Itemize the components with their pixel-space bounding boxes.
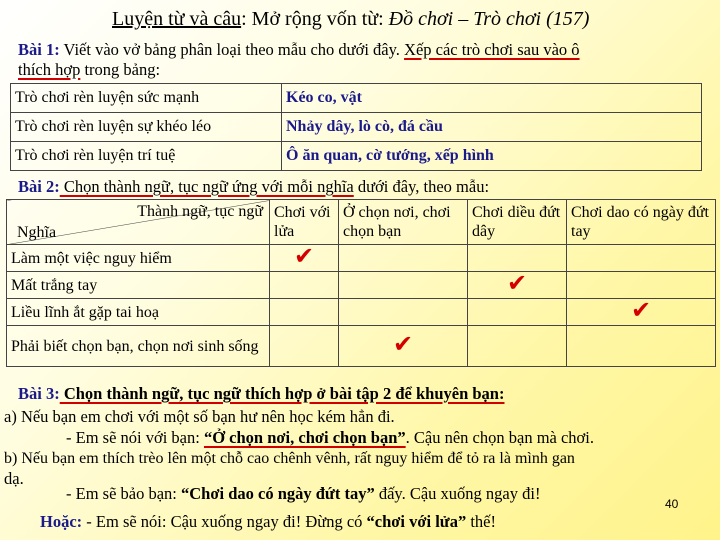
check-mark-icon: ✔ bbox=[293, 242, 315, 270]
bai2-header-top: Thành ngữ, tục ngữ bbox=[137, 203, 263, 220]
bai2-text-a: Chọn thành ngữ, tục ngữ ứng với mỗi nghĩa bbox=[59, 177, 354, 196]
bai3-b-answer bbox=[66, 484, 540, 504]
bai2-col-1: Ở chọn nơi, chơi chọn bạn bbox=[339, 200, 468, 245]
page-title bbox=[112, 8, 589, 31]
bai3-a-answer-post: . Cậu nên chọn bạn mà chơi. bbox=[405, 428, 594, 447]
bai2-cell bbox=[468, 326, 567, 367]
bai2-cell bbox=[567, 272, 716, 299]
bai2-cell bbox=[270, 242, 339, 272]
bai1-text-a: Viết vào vở bảng phân loại theo mẫu cho dưới đây. bbox=[59, 40, 405, 59]
bai2-cell bbox=[270, 272, 339, 299]
table-row bbox=[7, 272, 716, 299]
bai2-cell bbox=[339, 299, 468, 326]
bai2-cell bbox=[270, 326, 339, 367]
bai3-hoac-bold: “chơi với lửa” bbox=[366, 512, 467, 531]
table-row bbox=[11, 113, 702, 142]
bai1-line-1 bbox=[18, 40, 580, 60]
bai2-header-bottom: Nghĩa bbox=[17, 224, 57, 241]
table-row bbox=[7, 299, 716, 326]
bai3-b-answer-pre: - Em sẽ bảo bạn: bbox=[66, 484, 182, 503]
bai3-b-answer-bold: “Chơi dao có ngày đứt tay” bbox=[181, 484, 375, 503]
check-mark-icon: ✔ bbox=[506, 269, 528, 297]
bai2-cell bbox=[468, 269, 567, 299]
bai1-label: Bài 1: bbox=[18, 40, 60, 59]
bai2-row-2-meaning: Liều lĩnh ắt gặp tai hoạ bbox=[7, 299, 270, 326]
table-row bbox=[7, 245, 716, 272]
bai1-text-b: Xếp các trò chơi sau vào ô bbox=[404, 40, 580, 59]
bai1-table bbox=[10, 83, 702, 171]
bai2-row-0-meaning: Làm một việc nguy hiểm bbox=[7, 245, 270, 272]
bai3-hoac-label: Hoặc: bbox=[40, 512, 83, 531]
bai2-col-0: Chơi với lửa bbox=[270, 200, 339, 245]
bai3-b-answer-post: đấy. Cậu xuống ngay đi! bbox=[374, 484, 541, 503]
table-header-row bbox=[7, 200, 716, 245]
title-part-1: Luyện từ và câu bbox=[112, 8, 242, 30]
bai3-line bbox=[18, 384, 504, 404]
bai2-row-1-meaning: Mất trắng tay bbox=[7, 272, 270, 299]
bai3-hoac-pre: - Em sẽ nói: Cậu xuống ngay đi! Đừng có bbox=[82, 512, 367, 531]
bai1-row-0-left: Trò chơi rèn luyện sức mạnh bbox=[11, 84, 282, 113]
bai2-cell bbox=[270, 299, 339, 326]
title-part-3: Đồ chơi – Trò chơi (157) bbox=[388, 8, 590, 30]
bai3-b-question-2: dạ. bbox=[4, 469, 24, 488]
page-number: 40 bbox=[665, 497, 679, 511]
bai1-line2a: thích hợp bbox=[18, 60, 81, 79]
bai1-row-2-right: Ô ăn quan, cờ tướng, xếp hình bbox=[282, 142, 702, 171]
bai2-cell bbox=[468, 245, 567, 272]
bai3-text: Chọn thành ngữ, tục ngữ thích hợp ở bài tập 2 để khuyên bạn: bbox=[59, 384, 505, 403]
bai2-cell bbox=[567, 296, 716, 326]
bai2-table bbox=[6, 199, 716, 367]
bai3-hoac-post: thế! bbox=[466, 512, 496, 531]
bai3-hoac bbox=[40, 512, 496, 532]
bai2-col-3: Chơi dao có ngày đứt tay bbox=[567, 200, 716, 245]
bai1-line2b: trong bảng: bbox=[80, 60, 161, 79]
bai3-label: Bài 3: bbox=[18, 384, 60, 403]
bai1-row-1-left: Trò chơi rèn luyện sự khéo léo bbox=[11, 113, 282, 142]
bai2-text-b: dưới đây, theo mẫu: bbox=[353, 177, 490, 196]
table-row bbox=[11, 84, 702, 113]
bai2-cell bbox=[339, 245, 468, 272]
bai2-cell bbox=[567, 326, 716, 367]
table-row bbox=[11, 142, 702, 171]
check-mark-icon: ✔ bbox=[630, 296, 652, 324]
bai1-row-0-right: Kéo co, vật bbox=[282, 84, 702, 113]
table-row bbox=[7, 326, 716, 367]
bai3-a-question: a) Nếu bạn em chơi với một số bạn hư nên học kém hẳn đi. bbox=[4, 407, 395, 426]
bai2-col-2: Chơi diều đứt dây bbox=[468, 200, 567, 245]
bai2-line bbox=[18, 177, 489, 197]
bai2-row-3-meaning: Phải biết chọn bạn, chọn nơi sinh sống bbox=[7, 326, 270, 367]
check-mark-icon: ✔ bbox=[392, 330, 414, 358]
bai2-cell bbox=[468, 299, 567, 326]
bai3-b-question-1: b) Nếu bạn em thích trèo lên một chỗ cao chênh vênh, rất nguy hiểm để tỏ ra là mình gan bbox=[4, 450, 575, 467]
bai1-line-2 bbox=[18, 60, 160, 80]
bai2-header-diagonal-cell bbox=[7, 200, 270, 245]
bai2-cell bbox=[567, 245, 716, 272]
title-part-2: : Mở rộng vốn từ: bbox=[241, 8, 389, 30]
bai2-cell bbox=[339, 272, 468, 299]
bai3-a-answer-bold: “Ở chọn nơi, chơi chọn bạn” bbox=[203, 428, 406, 447]
bai3-a-answer-pre: - Em sẽ nói với bạn: bbox=[66, 428, 204, 447]
bai1-row-2-left: Trò chơi rèn luyện trí tuệ bbox=[11, 142, 282, 171]
bai3-a-answer bbox=[66, 428, 594, 448]
bai2-label: Bài 2: bbox=[18, 177, 60, 196]
bai2-cell bbox=[339, 326, 468, 367]
bai1-row-1-right: Nhảy dây, lò cò, đá cầu bbox=[282, 113, 702, 142]
